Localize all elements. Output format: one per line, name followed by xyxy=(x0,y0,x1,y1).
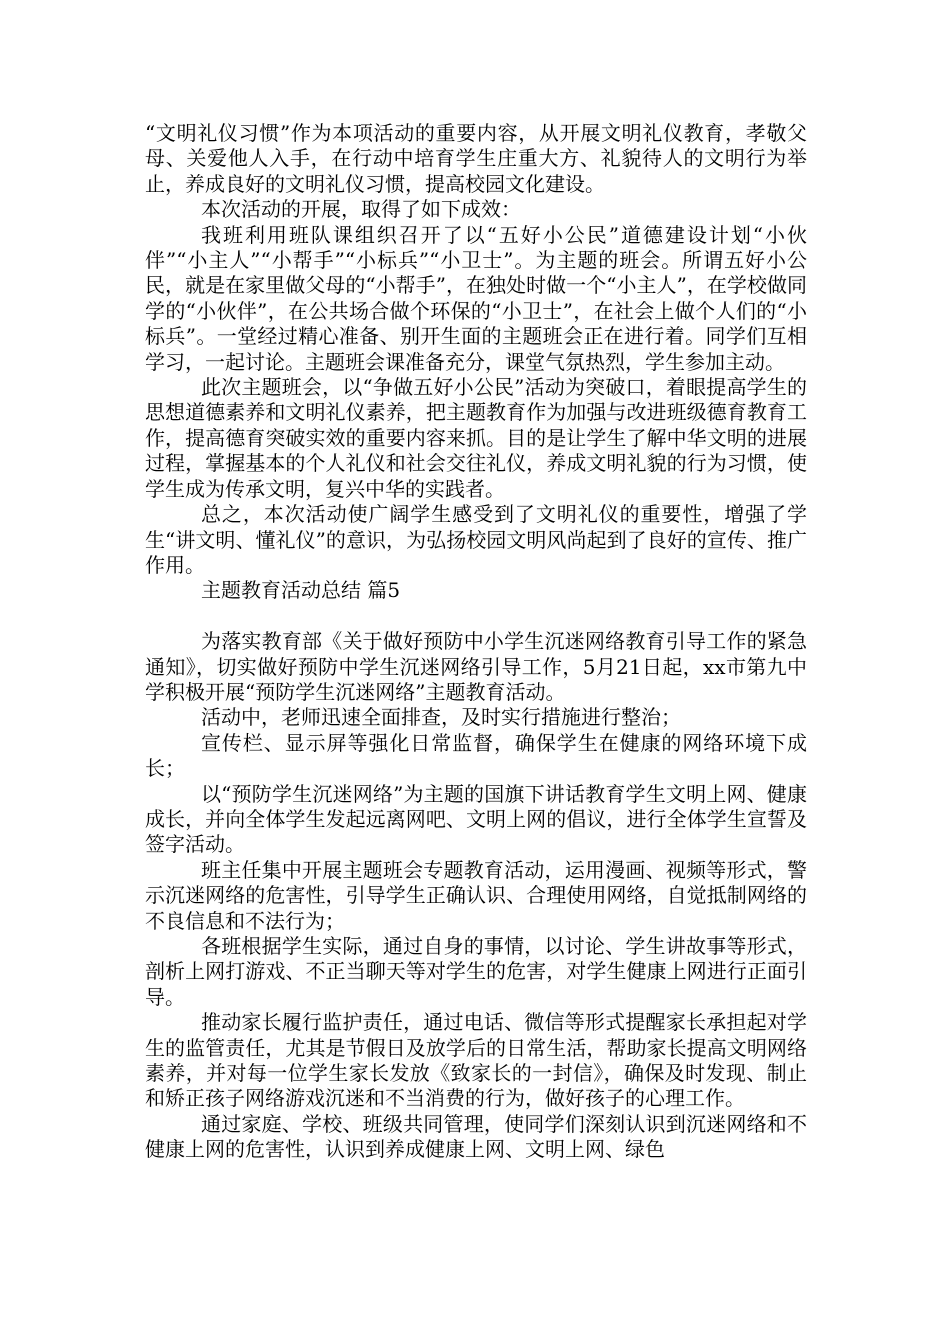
paragraph: 此次主题班会，以“争做五好小公民”活动为突破口，着眼提高学生的思想道德素养和文明礼仪素养，把主题教育作为加强与改进班级德育教育工作，提高德育突破实效的重要内容来抓。目的是让学生了解中华文明的进展过程，掌握基本的个人礼仪和社会交往礼仪，养成文明礼貌的行为习惯，使学生成为传承文明，复兴中华的实践者。 xyxy=(145,375,807,501)
paragraph: 宣传栏、显示屏等强化日常监督，确保学生在健康的网络环境下成长； xyxy=(145,730,807,781)
paragraph: 通过家庭、学校、班级共同管理，使同学们深刻认识到沉迷网络和不健康上网的危害性，认识到养成健康上网、文明上网、绿色 xyxy=(145,1111,807,1162)
paragraph: 推动家长履行监护责任，通过电话、微信等形式提醒家长承担起对学生的监管责任，尤其是节假日及放学后的日常生活，帮助家长提高文明网络素养，并对每一位学生家长发放《致家长的一封信》，确保及时发现、制止和矫正孩子网络游戏沉迷和不当消费的行为，做好孩子的心理工作。 xyxy=(145,1010,807,1111)
paragraph: 以“预防学生沉迷网络”为主题的国旗下讲话教育学生文明上网、健康成长，并向全体学生发起远离网吧、文明上网的倡议，进行全体学生宣誓及签字活动。 xyxy=(145,781,807,857)
document-page xyxy=(145,121,807,1163)
paragraph: 班主任集中开展主题班会专题教育活动，运用漫画、视频等形式，警示沉迷网络的危害性，引导学生正确认识、合理使用网络，自觉抵制网络的不良信息和不法行为； xyxy=(145,857,807,933)
paragraph: 各班根据学生实际，通过自身的事情，以讨论、学生讲故事等形式，剖析上网打游戏、不正当聊天等对学生的危害，对学生健康上网进行正面引导。 xyxy=(145,933,807,1009)
paragraph: 本次活动的开展，取得了如下成效： xyxy=(201,197,521,222)
paragraph: 我班利用班队课组织召开了以“五好小公民”道德建设计划“小伙伴”“小主人”“小帮手”“小标兵”“小卫士”。为主题的班会。所谓五好小公民，就是在家里做父母的“小帮手”，在独处时做一个“小主人”，在学校做同学的“小伙伴”，在公共场合做个环保的“小卫士”，在社会上做个人们的“小标兵”。一堂经过精心准备、别开生面的主题班会正在进行着。同学们互相学习，一起讨论。主题班会课准备充分，课堂气氛热烈，学生参加主动。 xyxy=(145,222,807,374)
article-body-part2 xyxy=(145,629,807,1163)
paragraph: 活动中，老师迅速全面排查，及时实行措施进行整治； xyxy=(201,705,681,730)
paragraph: 为落实教育部《关于做好预防中小学生沉迷网络教育引导工作的紧急通知》，切实做好预防中学生沉迷网络引导工作，5月21日起，xx市第九中学积极开展“预防学生沉迷网络”主题教育活动。 xyxy=(145,629,807,704)
paragraph: “文明礼仪习惯”作为本项活动的重要内容，从开展文明礼仪教育，孝敬父母、关爱他人入手，在行动中培育学生庄重大方、礼貌待人的文明行为举止，养成良好的文明礼仪习惯，提高校园文化建设。 xyxy=(145,121,807,196)
blank-line xyxy=(145,604,807,629)
section-heading: 主题教育活动总结 篇5 xyxy=(201,578,401,603)
article-body-part1 xyxy=(145,121,807,578)
paragraph: 总之，本次活动使广阔学生感受到了文明礼仪的重要性，增强了学生“讲文明、懂礼仪”的意识，为弘扬校园文明风尚起到了良好的宣传、推广作用。 xyxy=(145,502,807,577)
